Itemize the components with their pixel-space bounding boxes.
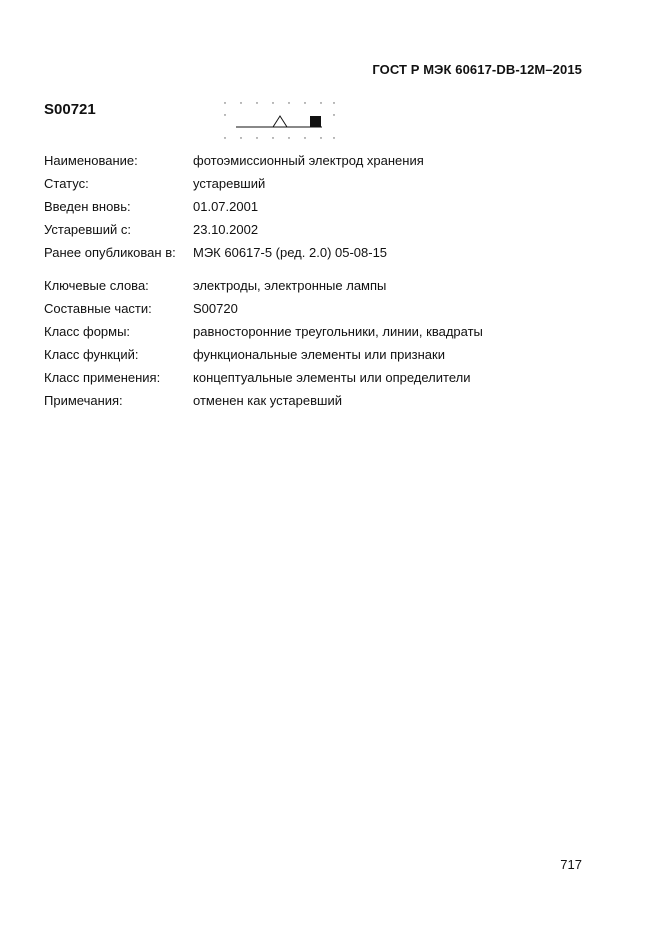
symbol-triangle bbox=[273, 116, 287, 127]
field-label: Составные части: bbox=[44, 301, 152, 316]
field-value: электроды, электронные лампы bbox=[193, 278, 387, 293]
field-value: фотоэмиссионный электрод хранения bbox=[193, 153, 424, 168]
field-label: Класс формы: bbox=[44, 324, 131, 339]
section-gap bbox=[44, 264, 604, 274]
field-label: Ключевые слова: bbox=[44, 278, 149, 293]
field-label: Введен вновь: bbox=[44, 199, 131, 214]
photoemissive-storage-electrode-symbol-icon bbox=[222, 100, 338, 142]
field-value: устаревший bbox=[193, 176, 266, 191]
field-row-shape-class bbox=[44, 320, 604, 343]
field-value: МЭК 60617-5 (ред. 2.0) 05-08-15 bbox=[193, 245, 388, 260]
field-value: S00720 bbox=[193, 301, 238, 316]
field-value: равносторонние треугольники, линии, квадраты bbox=[193, 324, 483, 339]
document-header-standard: ГОСТ Р МЭК 60617-DB-12M–2015 bbox=[372, 62, 582, 77]
field-label: Статус: bbox=[44, 176, 89, 191]
symbol-properties bbox=[44, 149, 604, 412]
symbol-code: S00721 bbox=[44, 101, 96, 118]
field-value: концептуальные элементы или определители bbox=[193, 370, 471, 385]
field-value: отменен как устаревший bbox=[193, 393, 342, 408]
field-value: 23.10.2002 bbox=[193, 222, 259, 237]
field-row-function-class bbox=[44, 343, 604, 366]
field-row-status bbox=[44, 172, 604, 195]
field-row-introduced bbox=[44, 195, 604, 218]
field-label: Класс применения: bbox=[44, 370, 161, 385]
field-row-previously-published bbox=[44, 241, 604, 264]
field-value: функциональные элементы или признаки bbox=[193, 347, 445, 362]
page-number: 717 bbox=[560, 857, 582, 872]
field-label: Примечания: bbox=[44, 393, 123, 408]
field-row-notes bbox=[44, 389, 604, 412]
field-row-obsolete-since bbox=[44, 218, 604, 241]
field-label: Класс функций: bbox=[44, 347, 139, 362]
field-row-name bbox=[44, 149, 604, 172]
field-row-application-class bbox=[44, 366, 604, 389]
field-row-components bbox=[44, 297, 604, 320]
symbol-filled-square bbox=[310, 116, 321, 127]
field-label: Наименование: bbox=[44, 153, 138, 168]
field-label: Устаревший с: bbox=[44, 222, 131, 237]
field-value: 01.07.2001 bbox=[193, 199, 259, 214]
field-label: Ранее опубликован в: bbox=[44, 245, 176, 260]
field-row-keywords bbox=[44, 274, 604, 297]
